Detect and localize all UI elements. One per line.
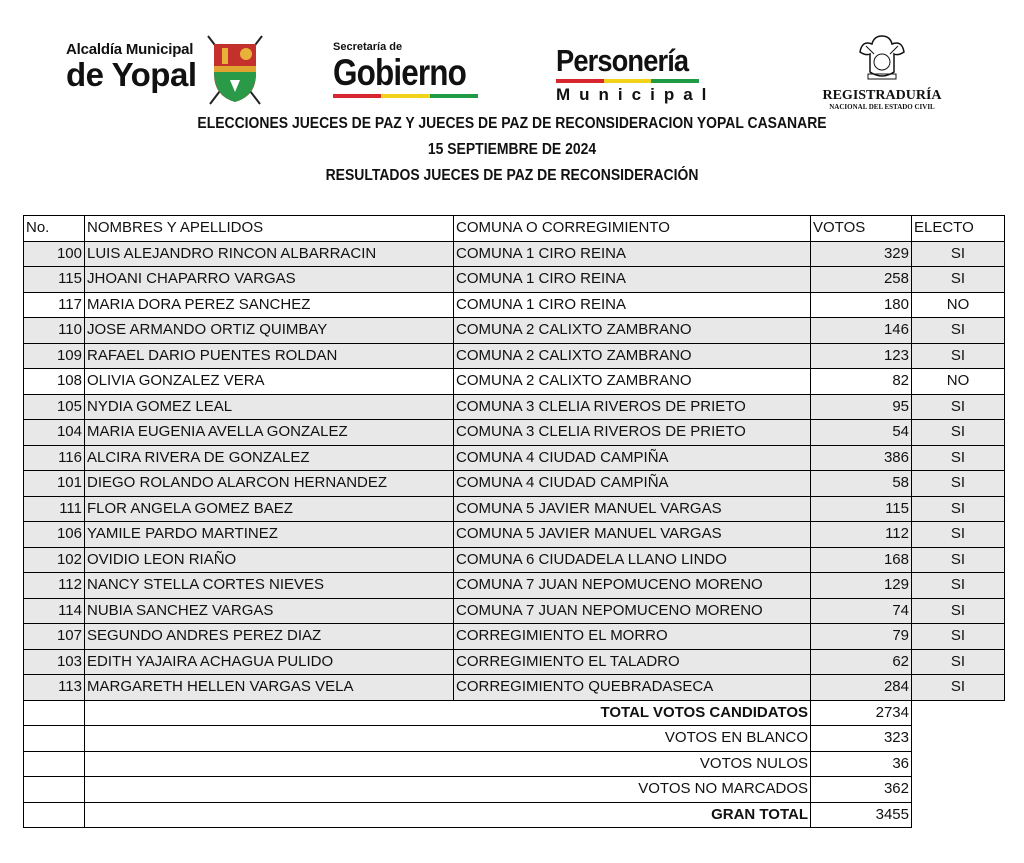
table-header-row [24, 216, 1005, 242]
col-header-comuna: COMUNA O CORREGIMIENTO [454, 216, 811, 242]
cell-elected: SI [912, 471, 1005, 497]
cell-name: EDITH YAJAIRA ACHAGUA PULIDO [85, 649, 454, 675]
table-row [24, 598, 1005, 624]
cell-no: 110 [24, 318, 85, 344]
cell-elected: SI [912, 420, 1005, 446]
summary-value: 3455 [811, 802, 912, 828]
table-row [24, 649, 1005, 675]
cell-elected: SI [912, 547, 1005, 573]
summary-label: VOTOS NULOS [85, 751, 811, 777]
table-row [24, 292, 1005, 318]
summary-row [24, 777, 1005, 803]
title-line-3: RESULTADOS JUECES DE PAZ DE RECONSIDERACIÓN [325, 167, 699, 184]
cell-votes: 115 [811, 496, 912, 522]
cell-votes: 123 [811, 343, 912, 369]
registraduria-line2: NACIONAL DEL ESTADO CIVIL [829, 103, 935, 111]
table-row [24, 471, 1005, 497]
cell-no: 106 [24, 522, 85, 548]
cell-comuna: COMUNA 3 CLELIA RIVEROS DE PRIETO [454, 394, 811, 420]
table-row [24, 496, 1005, 522]
table-row [24, 420, 1005, 446]
summary-blank [912, 802, 1005, 828]
summary-value: 323 [811, 726, 912, 752]
cell-comuna: COMUNA 2 CALIXTO ZAMBRANO [454, 343, 811, 369]
summary-label: VOTOS NO MARCADOS [85, 777, 811, 803]
national-coat-of-arms-icon [852, 32, 912, 84]
col-header-votes: VOTOS [811, 216, 912, 242]
cell-comuna: COMUNA 5 JAVIER MANUEL VARGAS [454, 522, 811, 548]
cell-votes: 74 [811, 598, 912, 624]
cell-name: FLOR ANGELA GOMEZ BAEZ [85, 496, 454, 522]
cell-votes: 62 [811, 649, 912, 675]
cell-name: LUIS ALEJANDRO RINCON ALBARRACIN [85, 241, 454, 267]
cell-elected: NO [912, 369, 1005, 395]
personeria-line2: Municipal [556, 85, 716, 104]
yopal-shield-icon [204, 34, 266, 106]
table-row [24, 318, 1005, 344]
cell-votes: 95 [811, 394, 912, 420]
cell-no: 105 [24, 394, 85, 420]
cell-comuna: COMUNA 2 CALIXTO ZAMBRANO [454, 369, 811, 395]
alcaldia-yopal-logo [66, 42, 276, 112]
cell-name: MARGARETH HELLEN VARGAS VELA [85, 675, 454, 701]
cell-votes: 129 [811, 573, 912, 599]
secretaria-gobierno-logo [333, 40, 483, 120]
summary-empty-cell [24, 700, 85, 726]
cell-votes: 258 [811, 267, 912, 293]
cell-name: JHOANI CHAPARRO VARGAS [85, 267, 454, 293]
summary-value: 36 [811, 751, 912, 777]
table-row [24, 624, 1005, 650]
cell-no: 108 [24, 369, 85, 395]
cell-no: 113 [24, 675, 85, 701]
table-row [24, 573, 1005, 599]
tricolor-bar [556, 79, 699, 83]
cell-name: RAFAEL DARIO PUENTES ROLDAN [85, 343, 454, 369]
cell-elected: SI [912, 624, 1005, 650]
cell-name: DIEGO ROLANDO ALARCON HERNANDEZ [85, 471, 454, 497]
cell-votes: 82 [811, 369, 912, 395]
cell-elected: SI [912, 496, 1005, 522]
table-row [24, 547, 1005, 573]
cell-no: 100 [24, 241, 85, 267]
table-row [24, 394, 1005, 420]
table-row [24, 675, 1005, 701]
summary-empty-cell [24, 726, 85, 752]
cell-elected: SI [912, 267, 1005, 293]
cell-votes: 284 [811, 675, 912, 701]
cell-name: MARIA DORA PEREZ SANCHEZ [85, 292, 454, 318]
summary-row [24, 751, 1005, 777]
cell-no: 109 [24, 343, 85, 369]
cell-no: 112 [24, 573, 85, 599]
registraduria-logo [812, 32, 952, 127]
table-row [24, 522, 1005, 548]
cell-no: 107 [24, 624, 85, 650]
summary-row [24, 700, 1005, 726]
cell-no: 114 [24, 598, 85, 624]
summary-blank [912, 700, 1005, 726]
cell-votes: 54 [811, 420, 912, 446]
summary-row [24, 726, 1005, 752]
summary-empty-cell [24, 802, 85, 828]
cell-no: 101 [24, 471, 85, 497]
cell-elected: SI [912, 394, 1005, 420]
personeria-logo [556, 43, 716, 125]
summary-empty-cell [24, 777, 85, 803]
cell-votes: 58 [811, 471, 912, 497]
cell-comuna: CORREGIMIENTO EL MORRO [454, 624, 811, 650]
cell-no: 102 [24, 547, 85, 573]
cell-votes: 146 [811, 318, 912, 344]
secretaria-line2: Gobierno [333, 52, 466, 93]
cell-elected: NO [912, 292, 1005, 318]
cell-name: NUBIA SANCHEZ VARGAS [85, 598, 454, 624]
summary-label: GRAN TOTAL [85, 802, 811, 828]
summary-row [24, 802, 1005, 828]
cell-comuna: COMUNA 4 CIUDAD CAMPIÑA [454, 445, 811, 471]
col-header-no: No. [24, 216, 85, 242]
cell-name: ALCIRA RIVERA DE GONZALEZ [85, 445, 454, 471]
cell-no: 117 [24, 292, 85, 318]
cell-votes: 168 [811, 547, 912, 573]
cell-comuna: COMUNA 5 JAVIER MANUEL VARGAS [454, 496, 811, 522]
title-line-2: 15 SEPTIEMBRE DE 2024 [427, 141, 597, 158]
cell-comuna: COMUNA 6 CIUDADELA LLANO LINDO [454, 547, 811, 573]
cell-name: JOSE ARMANDO ORTIZ QUIMBAY [85, 318, 454, 344]
cell-elected: SI [912, 343, 1005, 369]
summary-blank [912, 751, 1005, 777]
document-titles [0, 114, 1024, 192]
cell-no: 111 [24, 496, 85, 522]
personeria-line1: Personería [556, 43, 689, 78]
cell-comuna: COMUNA 1 CIRO REINA [454, 241, 811, 267]
summary-empty-cell [24, 751, 85, 777]
summary-blank [912, 777, 1005, 803]
cell-votes: 386 [811, 445, 912, 471]
cell-name: OLIVIA GONZALEZ VERA [85, 369, 454, 395]
cell-elected: SI [912, 675, 1005, 701]
cell-no: 116 [24, 445, 85, 471]
title-line-1: ELECCIONES JUECES DE PAZ Y JUECES DE PAZ DE RECONSIDERACION YOPAL CASANARE [197, 115, 827, 132]
summary-blank [912, 726, 1005, 752]
summary-value: 2734 [811, 700, 912, 726]
cell-elected: SI [912, 318, 1005, 344]
secretaria-line1: Secretaría de [333, 41, 403, 53]
table-row [24, 267, 1005, 293]
cell-elected: SI [912, 573, 1005, 599]
cell-votes: 329 [811, 241, 912, 267]
cell-comuna: COMUNA 4 CIUDAD CAMPIÑA [454, 471, 811, 497]
results-table [23, 215, 1005, 828]
registraduria-line1: REGISTRADURÍA [822, 88, 942, 103]
cell-name: NANCY STELLA CORTES NIEVES [85, 573, 454, 599]
col-header-elected: ELECTO [912, 216, 1005, 242]
cell-name: OVIDIO LEON RIAÑO [85, 547, 454, 573]
table-row [24, 241, 1005, 267]
cell-comuna: COMUNA 7 JUAN NEPOMUCENO MORENO [454, 573, 811, 599]
cell-no: 115 [24, 267, 85, 293]
cell-name: MARIA EUGENIA AVELLA GONZALEZ [85, 420, 454, 446]
cell-name: NYDIA GOMEZ LEAL [85, 394, 454, 420]
alcaldia-line1: Alcaldía Municipal [66, 41, 194, 58]
cell-elected: SI [912, 241, 1005, 267]
logo-banner [0, 20, 1024, 115]
col-header-name: NOMBRES Y APELLIDOS [85, 216, 454, 242]
cell-votes: 79 [811, 624, 912, 650]
cell-elected: SI [912, 598, 1005, 624]
cell-no: 103 [24, 649, 85, 675]
alcaldia-line2: de Yopal [66, 56, 197, 93]
cell-comuna: COMUNA 1 CIRO REINA [454, 267, 811, 293]
tricolor-bar [333, 94, 478, 98]
table-row [24, 369, 1005, 395]
cell-comuna: COMUNA 3 CLELIA RIVEROS DE PRIETO [454, 420, 811, 446]
cell-elected: SI [912, 649, 1005, 675]
summary-value: 362 [811, 777, 912, 803]
cell-comuna: CORREGIMIENTO QUEBRADASECA [454, 675, 811, 701]
cell-elected: SI [912, 522, 1005, 548]
cell-comuna: COMUNA 2 CALIXTO ZAMBRANO [454, 318, 811, 344]
cell-comuna: COMUNA 7 JUAN NEPOMUCENO MORENO [454, 598, 811, 624]
cell-elected: SI [912, 445, 1005, 471]
cell-votes: 180 [811, 292, 912, 318]
cell-comuna: CORREGIMIENTO EL TALADRO [454, 649, 811, 675]
table-row [24, 445, 1005, 471]
cell-name: SEGUNDO ANDRES PEREZ DIAZ [85, 624, 454, 650]
cell-votes: 112 [811, 522, 912, 548]
cell-name: YAMILE PARDO MARTINEZ [85, 522, 454, 548]
table-row [24, 343, 1005, 369]
cell-comuna: COMUNA 1 CIRO REINA [454, 292, 811, 318]
summary-label: VOTOS EN BLANCO [85, 726, 811, 752]
cell-no: 104 [24, 420, 85, 446]
summary-label: TOTAL VOTOS CANDIDATOS [85, 700, 811, 726]
